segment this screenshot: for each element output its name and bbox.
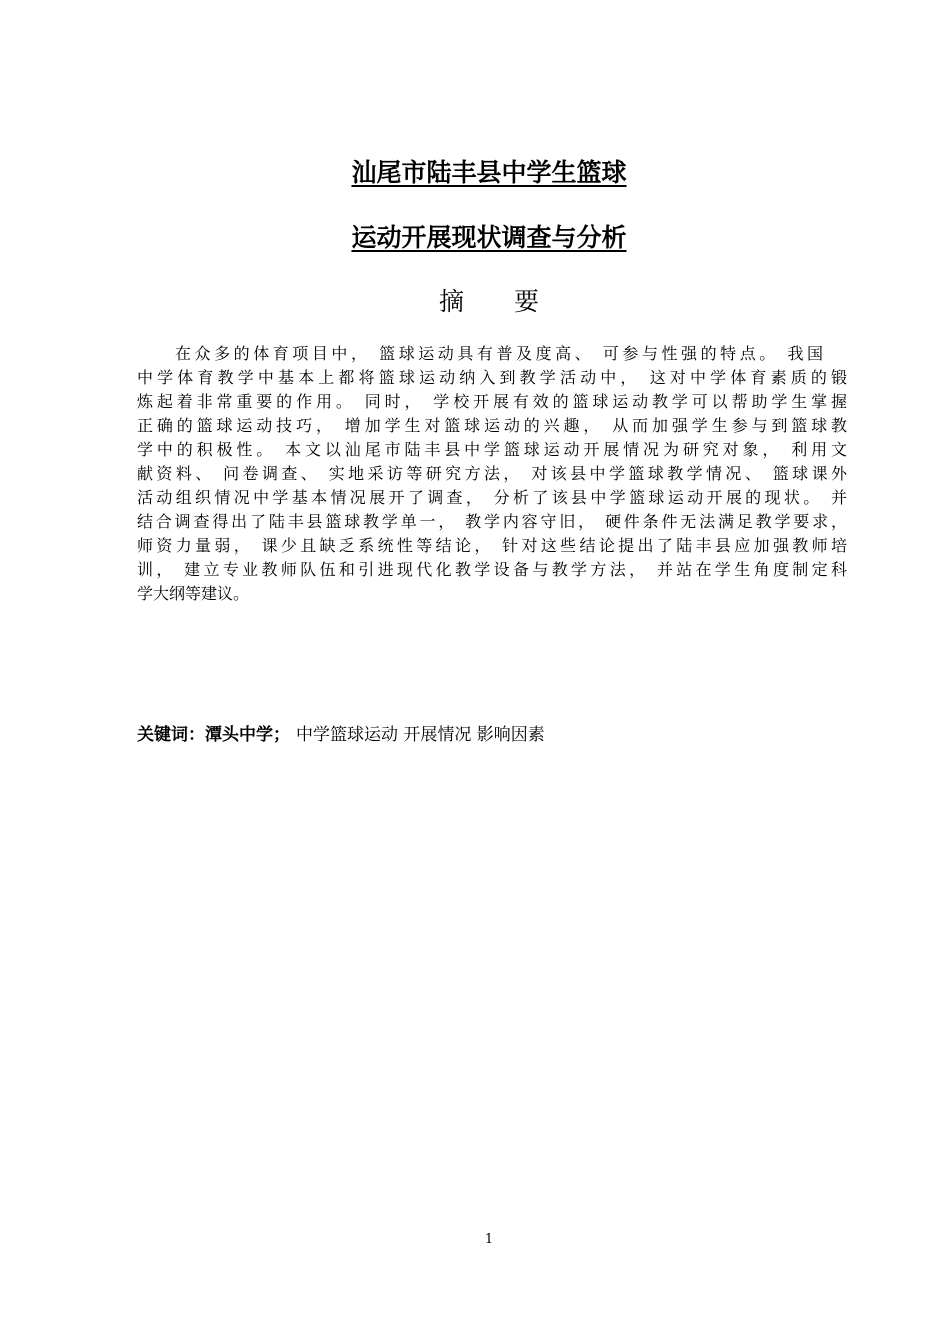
keywords-row bbox=[137, 723, 545, 747]
abstract-line: 学中的积极性。 本文以汕尾市陆丰县中学篮球运动开展情况为研究对象， 利用文 bbox=[137, 440, 847, 459]
abstract-line: 在众多的体育项目中， 篮球运动具有普及度高、 可参与性强的特点。 我国 bbox=[175, 344, 823, 363]
abstract-line: 正确的篮球运动技巧， 增加学生对篮球运动的兴趣， 从而加强学生参与到篮球教 bbox=[137, 416, 847, 435]
abstract-line: 活动组织情况中学基本情况展开了调查， 分析了该县中学篮球运动开展的现状。 并 bbox=[137, 488, 847, 507]
abstract-line: 结合调查得出了陆丰县篮球教学单一， 教学内容守旧， 硬件条件无法满足教学要求， bbox=[137, 512, 847, 531]
abstract-line: 献资料、 问卷调查、 实地采访等研究方法， 对该县中学篮球教学情况、 篮球课外 bbox=[137, 464, 847, 483]
abstract-line: 炼起着非常重要的作用。 同时， 学校开展有效的篮球运动教学可以帮助学生掌握 bbox=[137, 392, 847, 411]
abstract-line: 师资力量弱， 课少且缺乏系统性等结论， 针对这些结论提出了陆丰县应加强教师培 bbox=[137, 536, 847, 555]
abstract-heading: 摘 要 bbox=[438, 287, 539, 316]
document-title-line-1: 汕尾市陆丰县中学生篮球 bbox=[351, 158, 627, 187]
keywords-label: 关键词：潭头中学； bbox=[137, 725, 290, 745]
keywords-terms: 中学篮球运动 开展情况 影响因素 bbox=[296, 725, 545, 745]
page-number: 1 bbox=[484, 1232, 494, 1247]
abstract-line: 学大纲等建议。 bbox=[137, 584, 250, 603]
abstract-line: 中学体育教学中基本上都将篮球运动纳入到教学活动中， 这对中学体育素质的锻 bbox=[137, 368, 847, 387]
document-title-line-2: 运动开展现状调查与分析 bbox=[351, 223, 627, 252]
abstract-body bbox=[137, 342, 847, 606]
abstract-line: 训， 建立专业教师队伍和引进现代化教学设备与教学方法， 并站在学生角度制定科 bbox=[137, 560, 847, 579]
